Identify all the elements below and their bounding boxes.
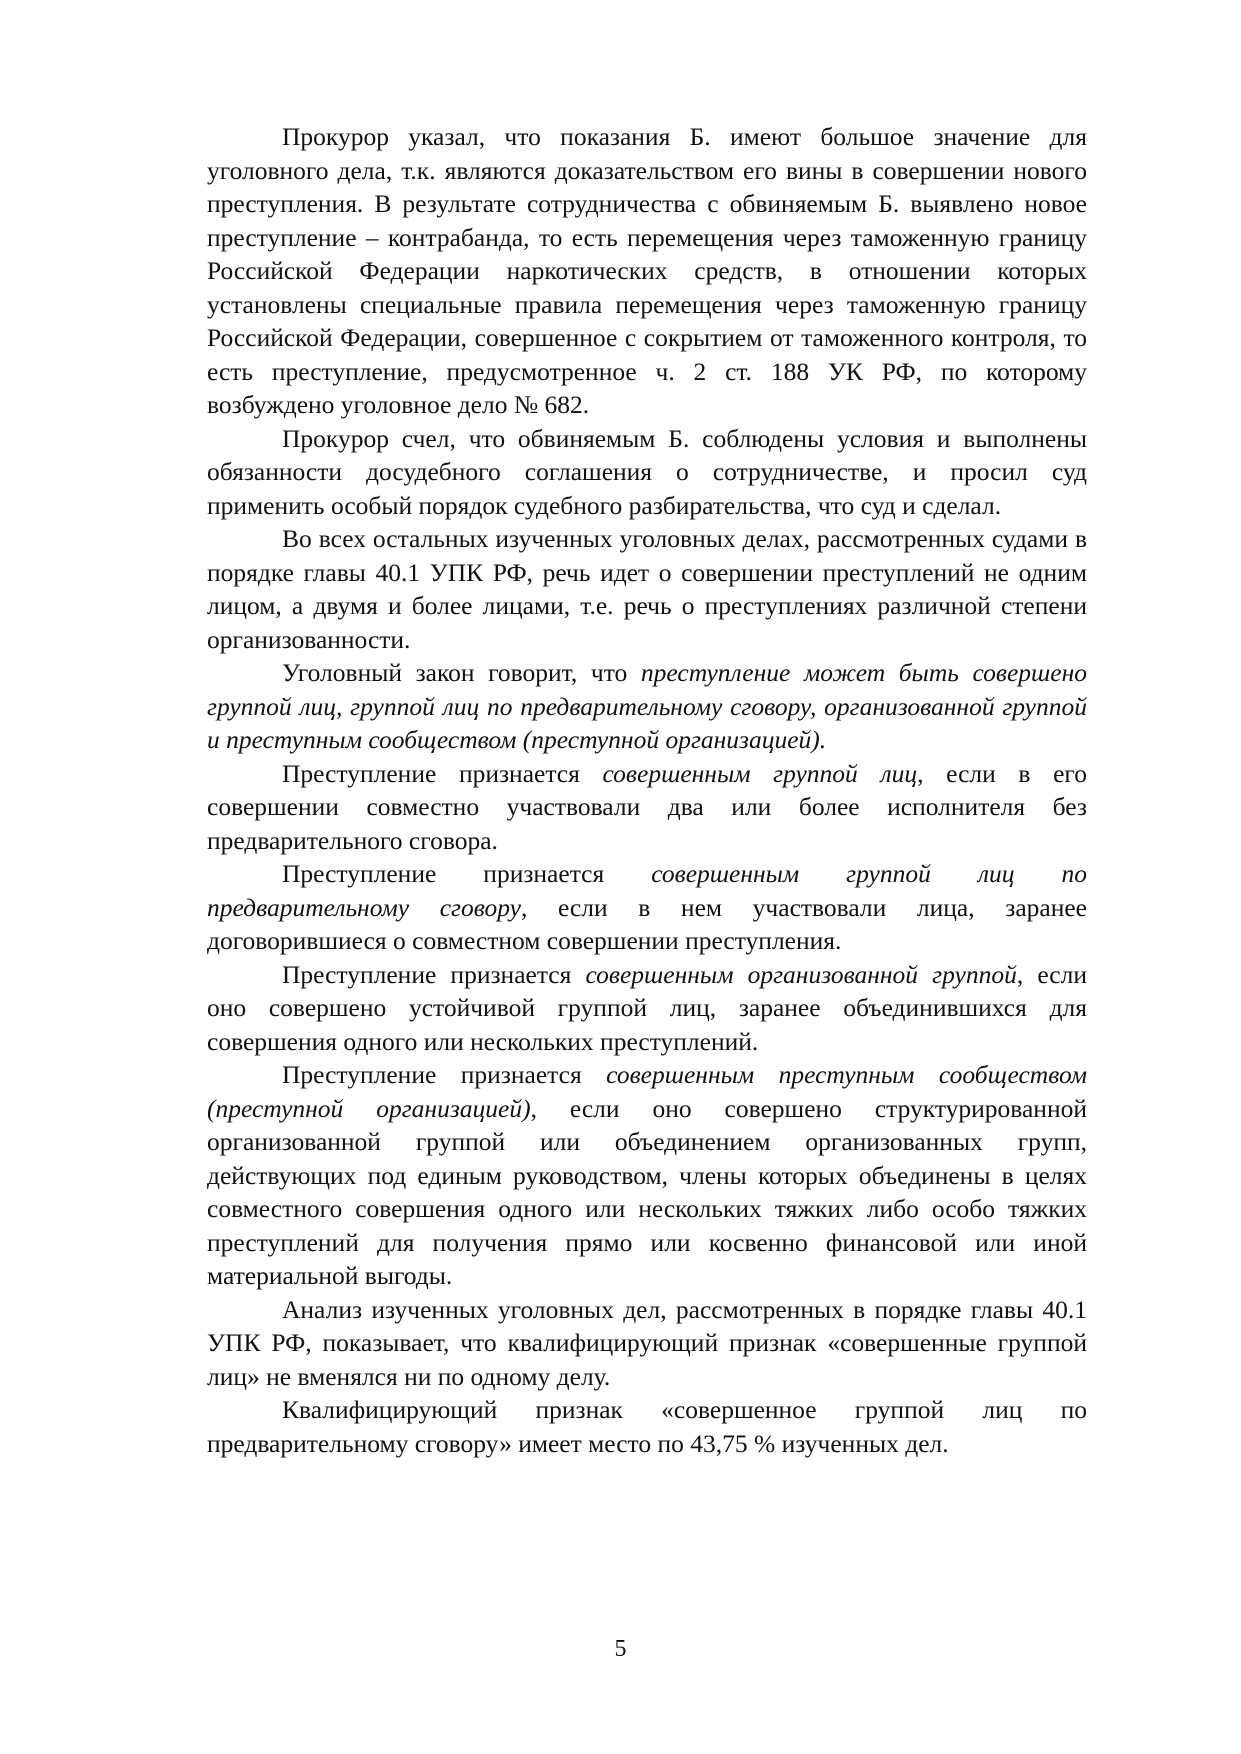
- italic-term: совершенным организованной группой: [585, 959, 1017, 989]
- page-number: 5: [614, 1636, 627, 1662]
- italic-term: совершенным группой лиц по предварительному сговору: [207, 859, 1087, 922]
- italic-term: совершенным преступным сообществом (преступной организацией): [207, 1060, 1087, 1123]
- text-segment: Анализ изученных уголовных дел, рассмотренных в порядке главы 40.1 УПК РФ, показывает, что квалифицирующий признак «совершенные группой лиц» не вменялся ни по одному делу.: [207, 1294, 1087, 1391]
- paragraph: [207, 1058, 1087, 1293]
- paragraph: [207, 1293, 1087, 1394]
- paragraph: [207, 857, 1087, 958]
- text-segment: , если оно совершено устойчивой группой лиц, заранее объединившихся для совершения одного или нескольких преступлений.: [207, 959, 1087, 1056]
- paragraph: [207, 120, 1087, 422]
- text-segment: Преступление признается: [282, 758, 603, 788]
- text-segment: Преступление признается: [282, 1060, 607, 1089]
- paragraph: [207, 422, 1087, 523]
- text-segment: Во всех остальных изученных уголовных делах, рассмотренных судами в порядке главы 40.1 УПК РФ, речь идет о совершении преступлений не одним лицом, а двумя и более лицами, т.е. речь о преступлениях различной степени организованности.: [207, 524, 1087, 654]
- paragraph: [207, 1393, 1087, 1460]
- text-segment: Прокурор счел, что обвиняемым Б. соблюдены условия и выполнены обязанности досудебного соглашения о сотрудничестве, и просил суд применить особый порядок судебного разбирательства, что суд и сделал.: [207, 423, 1087, 520]
- text-segment: , если в нем участвовали лица, заранее договорившиеся о совместном совершении преступления.: [207, 892, 1087, 955]
- text-segment: Преступление признается: [282, 959, 586, 989]
- italic-term: преступление может быть совершено группой лиц, группой лиц по предварительному сговору, организованной группой и преступным сообществом (преступной организацией).: [207, 658, 1087, 754]
- paragraph: [207, 958, 1087, 1059]
- text-segment: Преступление признается: [282, 859, 652, 888]
- text-segment: , если оно совершено структурированной организованной группой или объединением организованных групп, действующих под единым руководством, члены которых объединены в целях совместного совершения одного или нескольких тяжких либо особо тяжких преступлений для получения прямо или косвенно финансовой или иной материальной выгоды.: [207, 1093, 1087, 1290]
- page-body: [207, 120, 1087, 1460]
- text-segment: , если в его совершении совместно участвовали два или более исполнителя без предварительного сговора.: [207, 758, 1087, 855]
- paragraph: [207, 757, 1087, 858]
- text-segment: Квалифицирующий признак «совершенное группой лиц по предварительному сговору» имеет место по 43,75 % изученных дел.: [207, 1395, 1087, 1458]
- paragraph: [207, 522, 1087, 656]
- paragraph: [207, 656, 1087, 757]
- italic-term: совершенным группой лиц: [602, 758, 918, 788]
- text-segment: Уголовный закон говорит, что: [282, 658, 641, 687]
- text-segment: Прокурор указал, что показания Б. имеют большое значение для уголовного дела, т.к. являются доказательством его вины в совершении нового преступления. В результате сотрудничества с обвиняемым Б. выявлено новое преступление – контрабанда, то есть перемещения через таможенную границу Российской Федерации наркотических средств, в отношении которых установлены специальные правила перемещения через таможенную границу Российской Федерации, совершенное с сокрытием от таможенного контроля, то есть преступление, предусмотренное ч. 2 ст. 188 УК РФ, по которому возбуждено уголовное дело № 682.: [207, 122, 1087, 419]
